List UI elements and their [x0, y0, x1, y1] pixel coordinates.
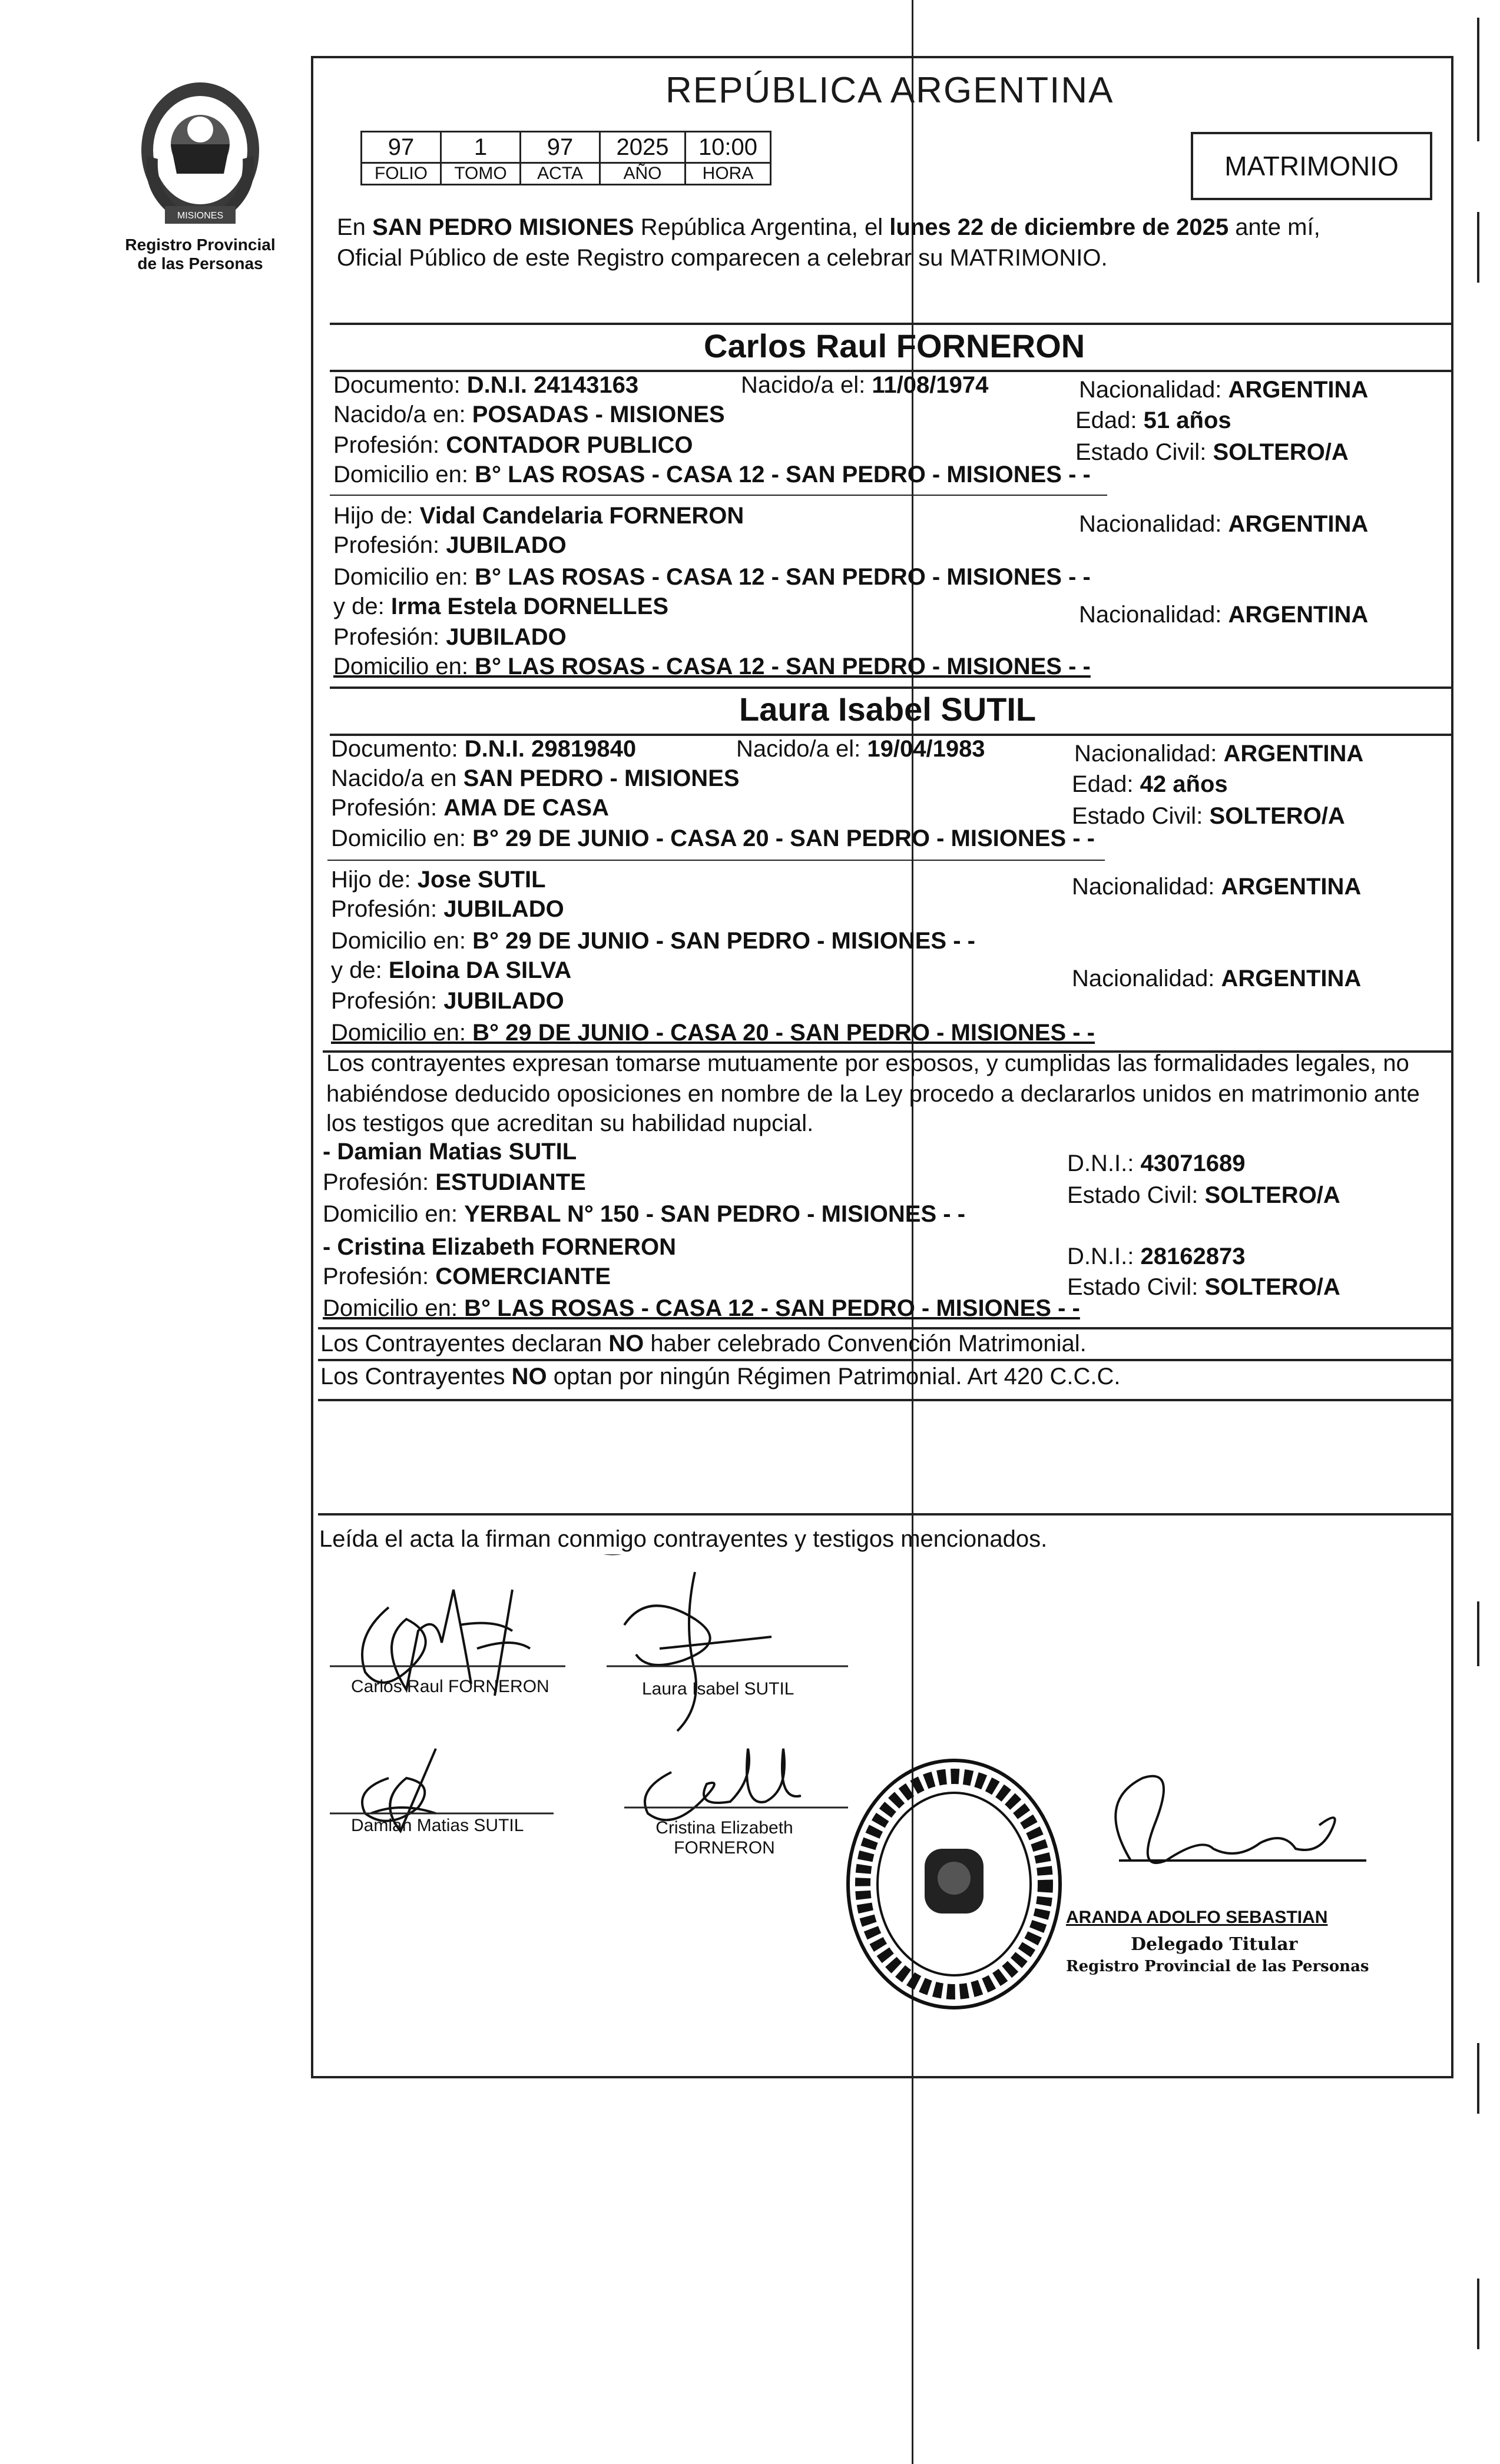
svg-text:MISIONES: MISIONES — [177, 211, 224, 221]
groom-mother-address — [333, 652, 1091, 681]
hora-value: 10:00 — [686, 132, 771, 163]
value: 11/08/1974 — [872, 372, 989, 398]
witness-1-civil-status — [1067, 1181, 1340, 1209]
label: Nacido/a el: — [736, 736, 861, 762]
bride-address — [331, 824, 1095, 853]
divider-conventions-bottom — [318, 1399, 1452, 1401]
province-shield-icon — [130, 74, 271, 233]
groom-address — [333, 460, 1091, 489]
bride-father-profession — [331, 895, 564, 923]
value: ARGENTINA — [1223, 741, 1364, 767]
intro-1-b: República Argentina, el — [640, 214, 883, 240]
value: SAN PEDRO - MISIONES — [463, 765, 740, 791]
label: Domicilio en: — [333, 654, 468, 679]
value: SOLTERO/A — [1204, 1274, 1340, 1300]
official-name: ARANDA ADOLFO SEBASTIAN — [1066, 1908, 1328, 1927]
value: 43071689 — [1140, 1150, 1246, 1176]
witness-2-signature-stroke — [645, 1749, 801, 1820]
value: B° LAS ROSAS - CASA 12 - SAN PEDRO - MISIONES - - — [475, 564, 1091, 590]
bride-mother-address — [331, 1019, 1095, 1047]
value: 28162873 — [1140, 1243, 1246, 1269]
witness-2-name: - Cristina Elizabeth FORNERON — [323, 1234, 677, 1260]
label: Profesión: — [323, 1169, 429, 1195]
witness-2-civil-status — [1067, 1273, 1340, 1301]
label: Domicilio en: — [333, 564, 468, 590]
label: Profesión: — [333, 624, 440, 650]
label: Estado Civil: — [1072, 803, 1203, 829]
divider-groom-parents — [330, 495, 1107, 496]
witness-2-dni — [1067, 1242, 1245, 1271]
label: Estado Civil: — [1075, 439, 1207, 465]
groom-father-nationality — [1079, 510, 1368, 538]
page-title: REPÚBLICA ARGENTINA — [665, 70, 1114, 111]
margin-mark — [1477, 2279, 1479, 2349]
label: Profesión: — [331, 988, 438, 1014]
value: SOLTERO/A — [1213, 439, 1349, 465]
registry-logo — [130, 74, 271, 233]
groom-father-address — [333, 563, 1091, 591]
official-seal — [842, 1755, 1066, 2014]
part: Los Contrayentes — [320, 1364, 505, 1389]
divider-conventions-mid — [318, 1359, 1452, 1361]
label: y de: — [333, 593, 385, 619]
witness-2-line-b: FORNERON — [674, 1838, 775, 1858]
anio-value: 2025 — [600, 132, 686, 163]
value: D.N.I. 24143163 — [466, 372, 639, 398]
acta-value: 97 — [521, 132, 600, 163]
divider-bride-parents — [327, 860, 1105, 861]
value: POSADAS - MISIONES — [472, 402, 725, 427]
intro-1-c: ante mí, — [1235, 214, 1320, 240]
bride-mother-profession — [331, 987, 564, 1015]
label: Edad: — [1072, 771, 1134, 797]
groom-age — [1075, 406, 1231, 435]
logo-caption-line-2: de las Personas — [137, 254, 263, 273]
official-seal-icon — [842, 1755, 1066, 2014]
label: D.N.I.: — [1067, 1243, 1134, 1269]
value: COMERCIANTE — [435, 1263, 611, 1289]
witness-1-name: - Damian Matias SUTIL — [323, 1139, 577, 1165]
signature-label-witness-1: Damian Matias SUTIL — [351, 1816, 524, 1835]
groom-mother-nationality — [1079, 601, 1368, 629]
value: 19/04/1983 — [867, 736, 985, 762]
label: Nacionalidad: — [1079, 511, 1222, 537]
folio-value: 97 — [362, 132, 441, 163]
groom-mother — [333, 592, 668, 621]
label: Estado Civil: — [1067, 1274, 1198, 1300]
intro-1-a: En — [337, 214, 366, 240]
folio-label: FOLIO — [362, 163, 441, 185]
value: B° 29 DE JUNIO - CASA 20 - SAN PEDRO - MISIONES - - — [472, 1020, 1095, 1046]
bride-age — [1072, 770, 1228, 798]
emphasis: NO — [511, 1364, 547, 1389]
value: SOLTERO/A — [1209, 803, 1345, 829]
closing-statement: Leída el acta la firman conmigo contrayentes y testigos mencionados. — [319, 1526, 1048, 1552]
label: D.N.I.: — [1067, 1150, 1134, 1176]
witness-2-address — [323, 1294, 1080, 1322]
label: Nacido/a el: — [741, 372, 866, 398]
bride-birthdate — [736, 735, 985, 763]
label: Nacionalidad: — [1074, 741, 1217, 767]
declaration-line-2: habiéndose deducido oposiciones en nombre de la Ley procedo a declararlos unidos en matrimonio ante — [326, 1081, 1420, 1107]
convention-statement — [320, 1329, 1087, 1358]
label: Domicilio en: — [323, 1295, 458, 1321]
logo-caption-line-1: Registro Provincial — [125, 236, 276, 254]
acta-label: ACTA — [521, 163, 600, 185]
margin-mark — [1477, 2043, 1479, 2114]
logo-caption — [124, 236, 277, 273]
witness-2-line-a: Cristina Elizabeth — [655, 1818, 793, 1838]
label: Domicilio en: — [331, 928, 466, 954]
anio-label: AÑO — [600, 163, 686, 185]
part: haber celebrado Convención Matrimonial. — [650, 1331, 1087, 1357]
groom-father-profession — [333, 531, 567, 559]
label: Domicilio en: — [323, 1201, 458, 1227]
value: Vidal Candelaria FORNERON — [419, 503, 744, 529]
bride-father-nationality — [1072, 873, 1361, 901]
value: CONTADOR PUBLICO — [446, 432, 693, 458]
value: Jose SUTIL — [417, 867, 546, 893]
value: 42 años — [1140, 771, 1228, 797]
groom-birthdate — [741, 371, 988, 399]
witness-1-profession — [323, 1168, 586, 1196]
margin-mark — [1477, 18, 1479, 141]
act-type-box — [1191, 132, 1432, 200]
registry-table — [360, 131, 771, 185]
groom-civil-status — [1075, 438, 1349, 466]
label: Hijo de: — [333, 503, 413, 529]
label: Nacionalidad: — [1072, 966, 1215, 991]
value: ARGENTINA — [1228, 377, 1369, 403]
margin-mark — [1477, 212, 1479, 283]
signature-label-witness-2 — [648, 1818, 801, 1858]
value: Irma Estela DORNELLES — [390, 593, 669, 619]
witness-1-address — [323, 1200, 965, 1228]
value: ARGENTINA — [1221, 874, 1362, 900]
label: Profesión: — [331, 795, 438, 821]
value: JUBILADO — [446, 624, 567, 650]
label: Hijo de: — [331, 867, 411, 893]
groom-profession — [333, 431, 693, 459]
groom-name: Carlos Raul FORNERON — [704, 327, 1085, 364]
bride-father-address — [331, 927, 975, 955]
intro-line-1 — [337, 213, 1320, 241]
groom-mother-profession — [333, 623, 567, 651]
value: B° 29 DE JUNIO - CASA 20 - SAN PEDRO - MISIONES - - — [472, 825, 1095, 851]
bride-signature-stroke — [624, 1572, 771, 1731]
label: Domicilio en: — [333, 462, 468, 488]
value: B° LAS ROSAS - CASA 12 - SAN PEDRO - MISIONES - - — [475, 462, 1091, 488]
bride-profession — [331, 794, 609, 822]
value: B° LAS ROSAS - CASA 12 - SAN PEDRO - MISIONES - - — [475, 654, 1091, 679]
label: Profesión: — [331, 896, 438, 922]
margin-mark — [1477, 1601, 1479, 1666]
signature-label-groom: Carlos Raul FORNERON — [351, 1677, 549, 1696]
value: ARGENTINA — [1228, 602, 1369, 628]
value: 51 años — [1143, 407, 1231, 433]
witness-2-profession — [323, 1262, 611, 1291]
label: Nacido/a en: — [333, 402, 466, 427]
groom-father — [333, 502, 744, 530]
value: ARGENTINA — [1221, 966, 1362, 991]
label: Profesión: — [333, 532, 440, 558]
label: Nacido/a en — [331, 765, 457, 791]
label: Profesión: — [333, 432, 440, 458]
value: ARGENTINA — [1228, 511, 1369, 537]
value: ESTUDIANTE — [435, 1169, 586, 1195]
hora-label: HORA — [686, 163, 771, 185]
bride-civil-status — [1072, 802, 1345, 830]
act-type: MATRIMONIO — [1224, 151, 1399, 181]
label: y de: — [331, 957, 382, 983]
groom-nationality — [1079, 376, 1368, 404]
value: AMA DE CASA — [443, 795, 609, 821]
label: Profesión: — [323, 1263, 429, 1289]
bride-mother — [331, 956, 571, 984]
tomo-value: 1 — [441, 132, 521, 163]
bride-birthplace — [331, 764, 740, 792]
bride-father — [331, 865, 546, 894]
value: B° 29 DE JUNIO - SAN PEDRO - MISIONES - - — [472, 928, 975, 954]
value: Eloina DA SILVA — [388, 957, 572, 983]
divider-bride-top — [330, 687, 1452, 689]
bride-name: Laura Isabel SUTIL — [739, 691, 1037, 728]
label: Domicilio en: — [331, 825, 466, 851]
value: D.N.I. 29819840 — [464, 736, 637, 762]
official-title: Delegado Titular — [1131, 1934, 1298, 1955]
intro-date: lunes 22 de diciembre de 2025 — [889, 214, 1229, 240]
regime-statement — [320, 1362, 1121, 1391]
official-signature-stroke — [1115, 1776, 1366, 1863]
label: Nacionalidad: — [1079, 602, 1222, 628]
tomo-label: TOMO — [441, 163, 521, 185]
label: Nacionalidad: — [1079, 377, 1222, 403]
intro-place: SAN PEDRO MISIONES — [372, 214, 634, 240]
divider-signatures-top — [318, 1513, 1452, 1515]
value: YERBAL N° 150 - SAN PEDRO - MISIONES - - — [464, 1201, 966, 1227]
bride-nationality — [1074, 739, 1363, 768]
part: optan por ningún Régimen Patrimonial. Art 420 C.C.C. — [553, 1364, 1121, 1389]
value: B° LAS ROSAS - CASA 12 - SAN PEDRO - MISIONES - - — [464, 1295, 1080, 1321]
label: Documento: — [331, 736, 458, 762]
intro-line-2: Oficial Público de este Registro comparecen a celebrar su MATRIMONIO. — [337, 245, 1108, 271]
value: SOLTERO/A — [1204, 1182, 1340, 1208]
bride-document — [331, 735, 636, 763]
part: Los Contrayentes declaran — [320, 1331, 602, 1357]
value: JUBILADO — [446, 532, 567, 558]
value: JUBILADO — [443, 896, 564, 922]
label: Nacionalidad: — [1072, 874, 1215, 900]
declaration-line-3: los testigos que acreditan su habilidad nupcial. — [326, 1110, 814, 1136]
groom-birthplace — [333, 400, 725, 429]
value: JUBILADO — [443, 988, 564, 1014]
official-org: Registro Provincial de las Personas — [1066, 1958, 1369, 1975]
signature-label-bride: Laura Isabel SUTIL — [642, 1679, 794, 1699]
divider-groom-top — [330, 323, 1452, 325]
bride-mother-nationality — [1072, 964, 1361, 993]
groom-document — [333, 371, 638, 399]
label: Documento: — [333, 372, 461, 398]
label: Domicilio en: — [331, 1020, 466, 1046]
label: Edad: — [1075, 407, 1137, 433]
label: Estado Civil: — [1067, 1182, 1198, 1208]
declaration-line-1: Los contrayentes expresan tomarse mutuamente por esposos, y cumplidas las formalidades legales, no — [326, 1050, 1409, 1076]
witness-1-dni — [1067, 1149, 1245, 1178]
emphasis: NO — [608, 1331, 644, 1357]
